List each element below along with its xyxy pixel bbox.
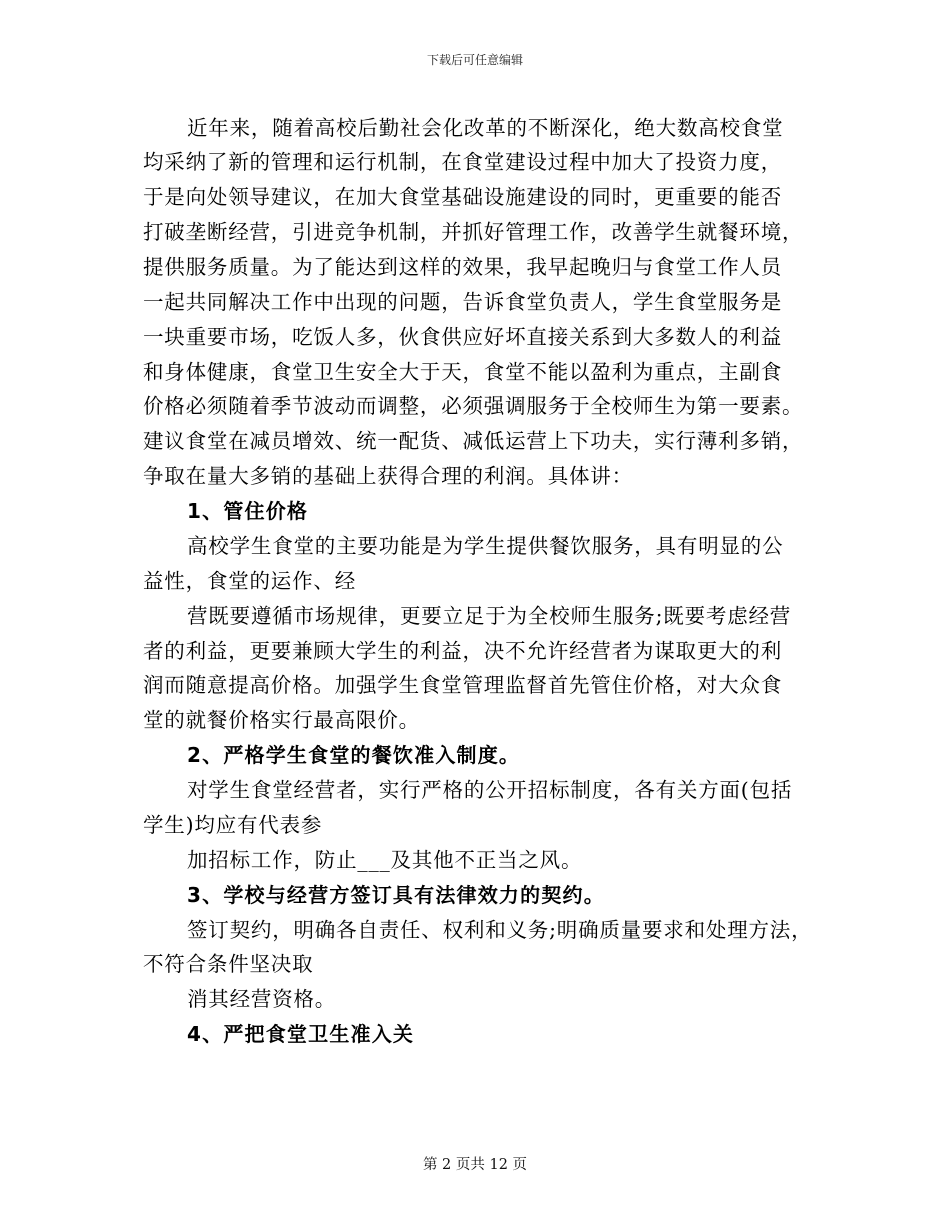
paragraph-line: 提供服务质量。为了能达到这样的效果，我早起晚归与食堂工作人员 [143,255,782,279]
paragraph-line: 价格必须随着季节波动而调整，必须强调服务于全校师生为第一要素。 [143,394,804,418]
paragraph-line: 加招标工作，防止___及其他不正当之风。 [187,848,583,872]
section-heading-1: 1、管住价格 [187,499,309,523]
paragraph-line: 学生)均应有代表参 [143,813,323,837]
paragraph-line: 消其经营资格。 [187,987,337,1011]
paragraph-line: 签订契约，明确各自责任、权利和义务;明确质量要求和处理方法， [187,918,813,942]
paragraph-line: 于是向处领导建议，在加大食堂基础设施建设的同时，更重要的能否 [143,185,782,209]
section-heading-3: 3、学校与经营方签订具有法律效力的契约。 [187,883,605,907]
section-heading-4: 4、严把食堂卫生准入关 [187,1022,415,1046]
paragraph-line: 打破垄断经营，引进竞争机制，并抓好管理工作，改善学生就餐环境， [143,220,804,244]
section-heading-2: 2、严格学生食堂的餐饮准入制度。 [187,743,521,767]
paragraph-line: 益性，食堂的运作、经 [143,569,356,593]
paragraph-line: 者的利益，更要兼顾大学生的利益，决不允许经营者为谋取更大的利 [143,639,782,663]
page-header: 下载后可任意编辑 [426,53,523,67]
paragraph-line: 争取在量大多销的基础上获得合理的利润。具体讲： [143,464,633,488]
paragraph-line: 高校学生食堂的主要功能是为学生提供餐饮服务，具有明显的公 [187,534,784,558]
paragraph-line: 不符合条件坚决取 [143,952,314,976]
paragraph-line: 营既要遵循市场规律，更要立足于为全校师生服务;既要考虑经营 [187,604,792,628]
paragraph-line: 一块重要市场，吃饭人多，伙食供应好坏直接关系到大多数人的利益 [143,325,782,349]
paragraph-line: 均采纳了新的管理和运行机制，在食堂建设过程中加大了投资力度， [143,150,782,174]
paragraph-line: 堂的就餐价格实行最高限价。 [143,708,420,732]
paragraph-line: 近年来，随着高校后勤社会化改革的不断深化，绝大数高校食堂 [187,116,784,140]
paragraph-line: 一起共同解决工作中出现的问题，告诉食堂负责人，学生食堂服务是 [143,290,782,314]
paragraph-line: 对学生食堂经营者，实行严格的公开招标制度，各有关方面(包括 [187,778,793,802]
paragraph-line: 建议食堂在减员增效、统一配货、减低运营上下功夫，实行薄利多销， [143,429,804,453]
paragraph-line: 和身体健康，食堂卫生安全大于天，食堂不能以盈利为重点，主副食 [143,360,782,384]
paragraph-line: 润而随意提高价格。加强学生食堂管理监督首先管住价格，对大众食 [143,673,782,697]
page-number-footer: 第 2 页共 12 页 [422,1157,528,1173]
